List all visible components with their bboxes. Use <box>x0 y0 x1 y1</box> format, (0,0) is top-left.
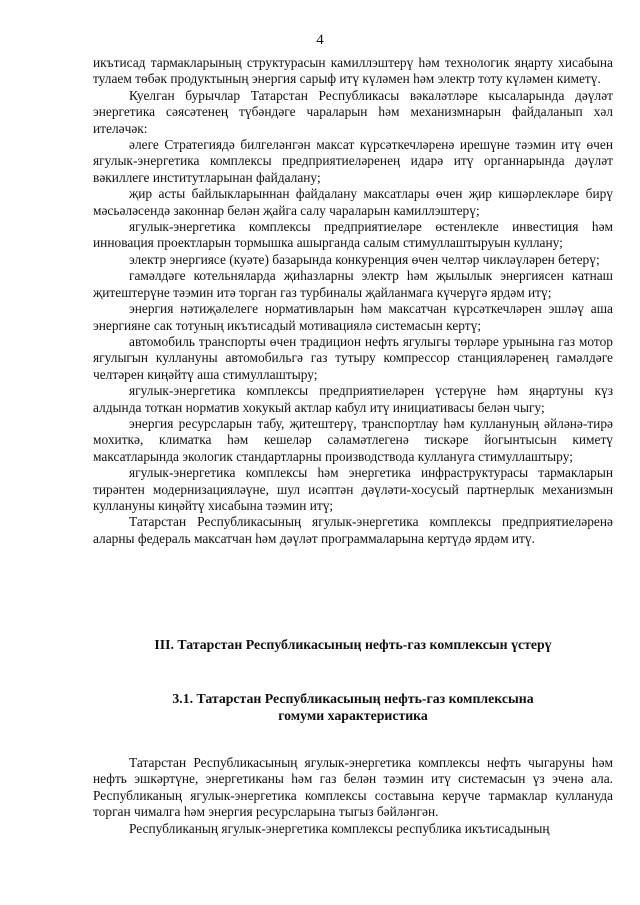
paragraph: Татарстан Республикасының ягулык-энергетика комплексы предприятиеләренә аларны федераль максатчан һәм дәүләт программаларына кертүдә ярдәм итү. <box>93 514 613 546</box>
list-item: җир асты байлыкларыннан файдалану максатлары өчен җир кишәрлекләре бирү мәсьәләсендә законнар белән җайга салу чараларын камиллэштерү; <box>93 186 613 218</box>
list-item: автомобиль транспорты өчен традицион нефть ягулыгы төрләре урынына газ мотор ягулыгын куллануны автомобильгә газ тутыру компрессор станцияләренең гамәлдәге челтәрен киңәйтү аша стимуллаштыру; <box>93 333 613 382</box>
subsection-heading <box>93 691 613 724</box>
list-item: электр энергиясе (куәте) базарында конкуренция өчен челтәр чикләүләрен бетерү; <box>129 251 600 267</box>
document-body-bottom <box>93 755 613 837</box>
list-item: әлеге Стратегиядә билгеләнгән максат күрсәткечләренә ирешүне тәэмин итү өчен ягулык-энергетика комплексы предприятиеләренең идарә итү органнарында дәүләт вәкиллеге институтларынан файдалану; <box>93 137 613 185</box>
paragraph: Республиканың ягулык-энергетика комплексы республика икътисадының <box>129 820 550 836</box>
list-item: энергия ресурсларын табу, җитештерү, транспортлау һәм куллануның әйләнә-тирә мохиткә, климатка һәм кешеләр сәламәтлегенә тискәре йогынтысын киметү максатларында экологик стандартларны производствода куллануга стимуллаштыру; <box>93 415 613 464</box>
subsection-heading-line: гомуми характеристика <box>278 707 428 723</box>
subsection-heading-line: 3.1. Татарстан Республикасының нефть-газ комплексына <box>172 691 534 706</box>
section-heading: III. Татарстан Республикасының нефть-газ комплексын үстерү <box>154 637 552 652</box>
paragraph: Куелган бурычлар Татарстан Республикасы вәкаләтләре кысаларында дәүләт энергетика сәясәтенең түбәндәге чараларын һәм механизмнарын файдаланып хәл ителәчәк: <box>93 87 613 136</box>
list-item: энергия нәтиҗәлелеге нормативларын һәм максатчан күрсәткечләрен эшләү аша энергияне сак тотуның икътисадый мотивациялә системасын кертү; <box>93 301 613 333</box>
paragraph: икътисад тармакларының структурасын камиллэштерү һәм технологик яңарту хисабына тулаем төбәк продуктының энергия сарыф итү күләмен һәм электр тоту күләмен киметү. <box>93 55 613 87</box>
list-item: ягулык-энергетика комплексы һәм энергетика инфраструктурасы тармакларын тирәнтен модернизацияләүне, шул исәптән дәүләти-хосусый партнерлык механизмын куллануны киңәйтү хисабына тәэмин итү; <box>93 465 613 513</box>
list-item: гамәлдәге котельняларда җиһазларны электр һәм җылылык энергиясен катнаш җитештерүне тәэмин итә торган газ турбиналы җайланмага күчерүгә ярдәм итү; <box>93 268 613 300</box>
list-item: ягулык-энергетика комплексы предприятиеләре өстенлекле инвестиция һәм инновация проектларын тормышка ашырганда салым стимуллаштыруын куллану; <box>93 219 613 251</box>
list-item: ягулык-энергетика комплексы предприятиеләрен үстерүне һәм яңартуны күз алдында тоткан норматив хокукый актлар кабул итү инициативасы белән чыгу; <box>93 383 613 415</box>
paragraph: Татарстан Республикасының ягулык-энергетика комплексы нефть чыгаруны һәм нефть эшкәртүне, энергетиканы һәм газ белән тәэмин итү системасын үз эченә ала. Республиканың ягулык-энергетика комплексы составына керүче тармаклар куллануда торган чималга һәм энергия ресурсларына тыгыз бәйләнгән. <box>93 755 613 820</box>
document-body-top <box>93 55 613 547</box>
page-number: 4 <box>316 32 324 48</box>
